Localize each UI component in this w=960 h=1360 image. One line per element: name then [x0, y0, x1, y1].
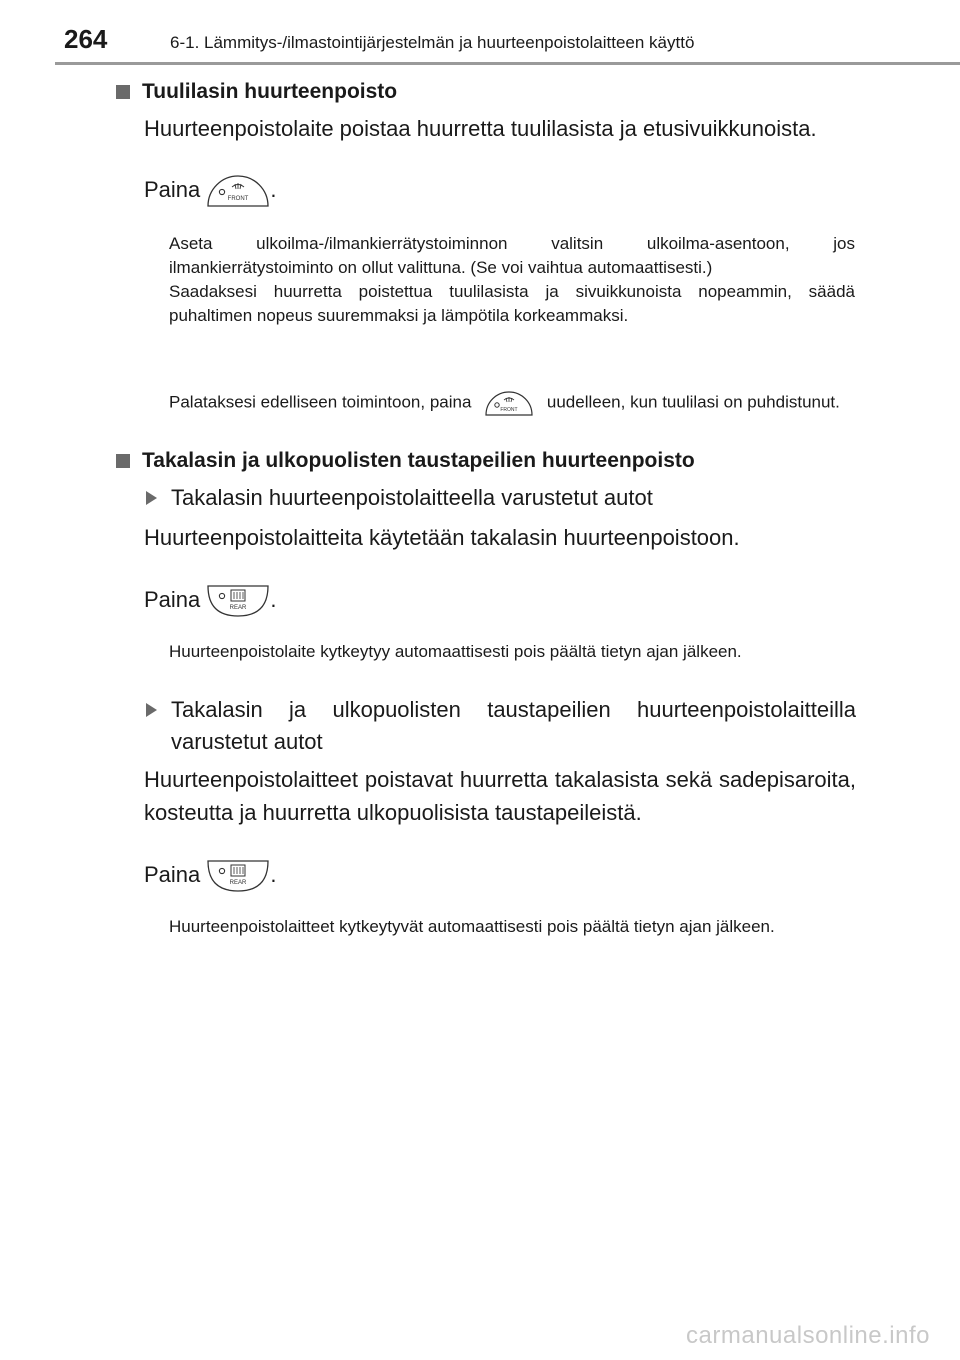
square-bullet-icon [116, 454, 130, 468]
rear-window-press-line [144, 583, 856, 618]
note-paragraph: Saadaksesi huurretta poistettua tuulilasista ja sivuikkunoista nopeammin, säädä puhaltimen nopeus suuremmaksi ja lämpötila korkeammaksi. [169, 282, 855, 325]
square-bullet-icon [116, 85, 130, 99]
front-defroster-button-icon [484, 388, 534, 418]
section-heading-windshield [116, 80, 397, 104]
section-title: Takalasin ja ulkopuolisten taustapeilien huurteenpoisto [142, 449, 695, 472]
press-suffix: . [270, 862, 277, 887]
subsection-title-line2: varustetut autot [171, 729, 323, 754]
watermark: carmanualsonline.info [686, 1322, 930, 1349]
press-suffix: . [270, 587, 277, 612]
rear-defroster-button-icon [206, 584, 270, 618]
chapter-title: 6-1. Lämmitys-/ilmastointijärjestelmän ja huurteenpoistolaitteen käyttö [170, 33, 695, 52]
page-number: 264 [64, 24, 108, 54]
windshield-note-2 [169, 388, 855, 418]
press-label: Paina [144, 862, 201, 887]
svg-text:REAR: REAR [230, 605, 247, 612]
subsection-title: Takalasin huurteenpoistolaitteella varustetut autot [171, 485, 653, 510]
page-header [0, 0, 960, 66]
triangle-bullet-icon [146, 491, 157, 505]
svg-text:FRONT: FRONT [228, 196, 249, 202]
rear-mirrors-press-line [144, 858, 856, 893]
note-paragraph: Aseta ulkoilma-/ilmankierrätystoiminnon valitsin ulkoilma-asentoon, jos ilmankierrätystoiminto on ollut valittuna. (Se voi vaihtua automaattisesti.) [169, 234, 855, 277]
note-text-after: uudelleen, kun tuulilasi on puhdistunut. [546, 392, 840, 412]
triangle-bullet-icon [146, 703, 157, 717]
press-label: Paina [144, 587, 201, 612]
rear-mirrors-note: Huurteenpoistolaitteet kytkeytyvät automaattisesti pois päältä tietyn ajan jälkeen. [169, 917, 775, 936]
subsection-heading-rear-window [144, 482, 856, 514]
windshield-note-1 [169, 232, 855, 328]
svg-text:REAR: REAR [230, 880, 247, 887]
rear-mirrors-description: Huurteenpoistolaitteet poistavat huurretta takalasista sekä sadepisaroita, kosteutta ja huurretta ulkopuolisista taustapeileistä. [144, 767, 856, 825]
windshield-description: Huurteenpoistolaite poistaa huurretta tuulilasista ja etusivuikkunoista. [144, 116, 817, 141]
press-suffix: . [270, 176, 277, 202]
subsection-title-line1: Takalasin ja ulkopuolisten taustapeilien huurteenpoistolaitteilla [171, 697, 856, 722]
windshield-press-line [144, 172, 856, 210]
rear-window-description: Huurteenpoistolaitteita käytetään takalasin huurteenpoistoon. [144, 525, 740, 550]
rear-defroster-button-icon [206, 859, 270, 893]
front-defroster-button-icon [206, 172, 270, 210]
subsection-heading-rear-mirrors [144, 694, 856, 758]
header-divider [55, 62, 960, 65]
rear-window-note: Huurteenpoistolaite kytkeytyy automaattisesti pois päältä tietyn ajan jälkeen. [169, 642, 742, 661]
subsection-title-row [144, 694, 856, 726]
section-heading-rear [116, 449, 695, 473]
section-title: Tuulilasin huurteenpoisto [142, 80, 398, 103]
svg-text:FRONT: FRONT [500, 407, 518, 413]
note-text-before: Palataksesi edelliseen toimintoon, paina [169, 392, 472, 412]
press-label: Paina [144, 176, 201, 202]
